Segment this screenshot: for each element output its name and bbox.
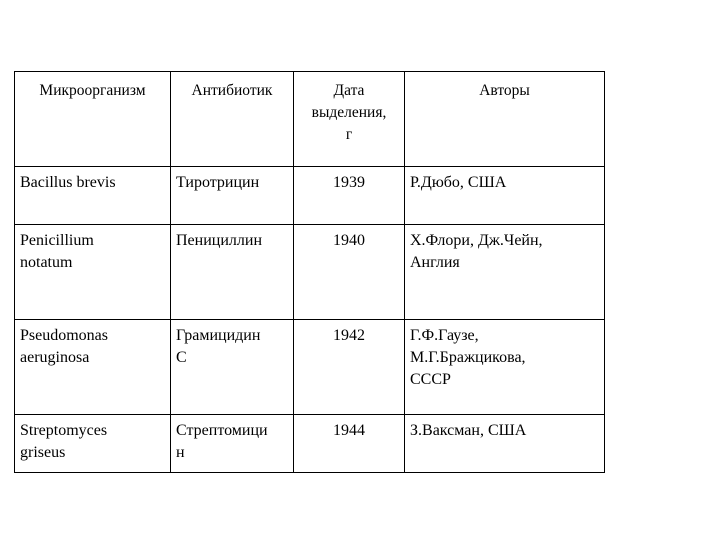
- table-row: [15, 415, 605, 473]
- cell-authors: [405, 225, 605, 320]
- table-row: [15, 167, 605, 225]
- cell-microorganism: [15, 225, 171, 320]
- header-authors: [405, 72, 605, 167]
- cell-antibiotic: [171, 225, 294, 320]
- cell-antibiotic: [171, 167, 294, 225]
- cell-year: [294, 320, 405, 415]
- microorganism-text: Bacillus brevis: [20, 174, 116, 191]
- antibiotic-text: Тиротрицин: [176, 174, 260, 191]
- microorganism-text: Penicillium notatum: [20, 232, 94, 271]
- authors-text: Р.Дюбо, США: [410, 174, 507, 191]
- authors-text: З.Ваксман, США: [410, 422, 527, 439]
- cell-antibiotic: [171, 320, 294, 415]
- antibiotic-text: Пенициллин: [176, 232, 262, 249]
- antibiotics-table: [14, 71, 605, 473]
- antibiotic-text: Стрептомици н: [176, 422, 268, 461]
- cell-microorganism: [15, 415, 171, 473]
- year-text: 1939: [333, 174, 365, 191]
- header-date-label: Дата выделения, г: [311, 82, 387, 143]
- cell-year: [294, 167, 405, 225]
- cell-year: [294, 225, 405, 320]
- header-microorganism: [15, 72, 171, 167]
- cell-microorganism: [15, 167, 171, 225]
- year-text: 1944: [333, 422, 365, 439]
- cell-microorganism: [15, 320, 171, 415]
- table-row: [15, 225, 605, 320]
- header-antibiotic: [171, 72, 294, 167]
- authors-text: Г.Ф.Гаузе, М.Г.Бражцикова, СССР: [410, 327, 526, 388]
- year-text: 1940: [333, 232, 365, 249]
- cell-authors: [405, 320, 605, 415]
- header-authors-label: Авторы: [479, 82, 530, 99]
- antibiotic-text: Грамицидин С: [176, 327, 261, 366]
- microorganism-text: Streptomyces griseus: [20, 422, 108, 461]
- microorganism-text: Pseudomonas aeruginosa: [20, 327, 108, 366]
- header-date: [294, 72, 405, 167]
- year-text: 1942: [333, 327, 365, 344]
- cell-authors: [405, 415, 605, 473]
- cell-authors: [405, 167, 605, 225]
- table-row: [15, 320, 605, 415]
- table-header-row: [15, 72, 605, 167]
- header-antibiotic-label: Антибиотик: [191, 82, 273, 99]
- cell-antibiotic: [171, 415, 294, 473]
- header-microorganism-label: Микроорганизм: [39, 82, 146, 99]
- cell-year: [294, 415, 405, 473]
- authors-text: Х.Флори, Дж.Чейн, Англия: [410, 232, 543, 271]
